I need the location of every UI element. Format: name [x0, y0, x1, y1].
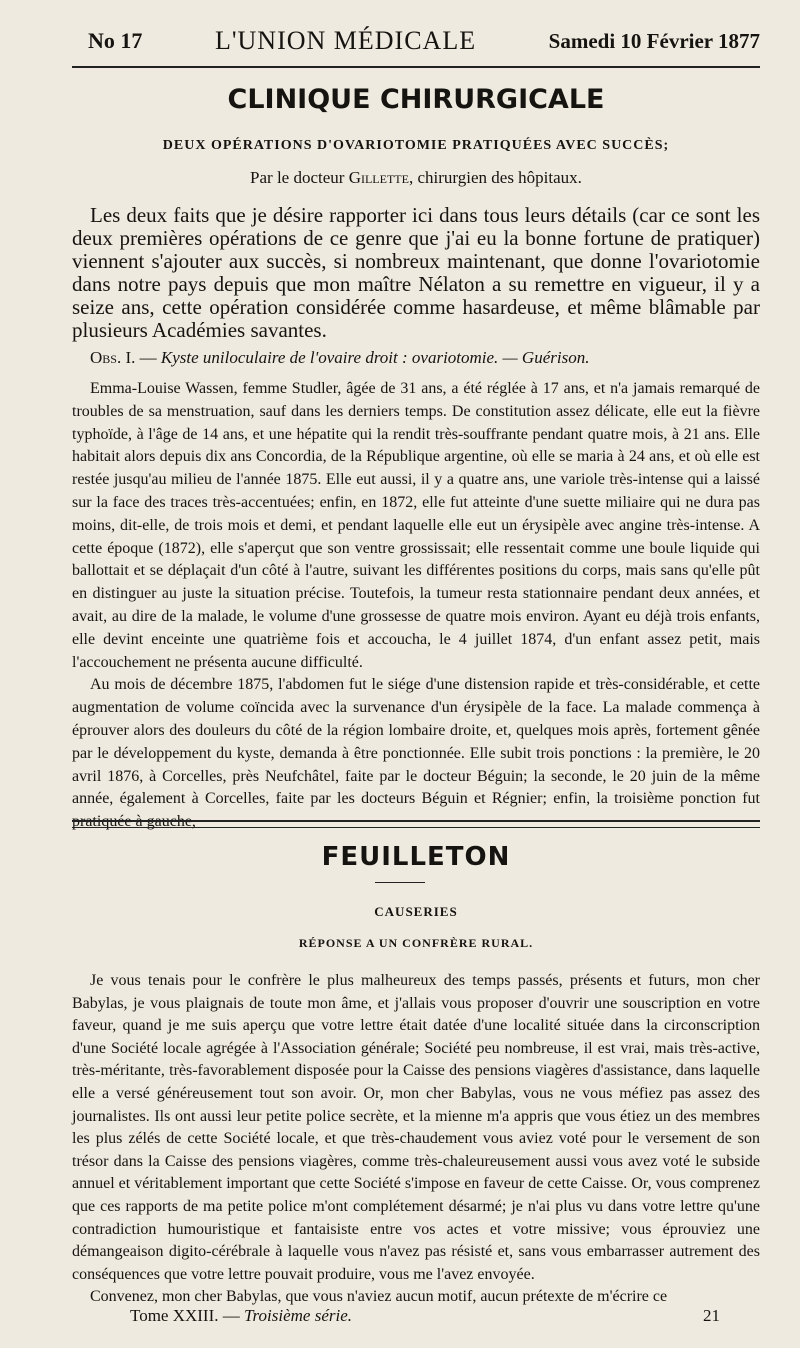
section-heading-feuilleton: FEUILLETON: [321, 842, 511, 872]
feuilleton-section: CAUSERIES: [374, 904, 458, 919]
feuilleton-subheading: RÉPONSE A UN CONFRÈRE RURAL.: [298, 936, 534, 950]
volume-info: Tome XXIII. — Troisième série.: [130, 1306, 352, 1325]
header-rule: [72, 66, 760, 68]
page-footer: [130, 1306, 720, 1326]
feuilleton-paragraph: Convenez, mon cher Babylas, que vous n'aviez aucun motif, aucun prétexte de m'écrire ce: [90, 1288, 668, 1306]
article-author: Par le docteur Gillette, chirurgien des hôpitaux.: [250, 168, 582, 187]
feuilleton-dash: [375, 882, 425, 883]
page-header: [88, 20, 760, 62]
journal-title: L'UNION MÉDICALE: [214, 26, 477, 55]
section-heading-clinique: CLINIQUE CHIRURGICALE: [227, 84, 605, 115]
clinique-paragraph: Emma-Louise Wassen, femme Studler, âgée de 31 ans, a été réglée à 17 ans, et n'a jamais remarqué de troubles de sa menstruation, sauf dans les derniers temps. De constitution assez délicate, elle eut la fièvre typhoïde, à l'âge de 14 ans, et une hépatite qui la rendit très-souffrante pendant quatre mois, à 21 ans. Elle habitait alors depuis dix ans Concordia, de la République argentine, où elle se maria à 24 ans, et où elle est restée jusqu'au milieu de l'année 1875. Elle eut aussi, il y a quatre ans, une variole très-intense qui a laissé sur la face des traces très-accentuées; enfin, en 1872, elle fut atteinte d'une suette miliaire qui ne dura pas moins, dit-elle, de trois mois et demi, et pendant laquelle elle eut un érysipèle avec angine très-intense. A cette époque (1872), elle s'aperçut que son ventre grossissait; elle ressentait comme une boule liquide qui ballottait et se déplaçait d'un côté à l'autre, suivant les différentes positions du corps, mais sans qu'elle pût en distinguer au juste la situation précise. Toutefois, la tumeur resta stationnaire pendant deux années, et avait, au dire de la malade, le volume d'une grossesse de quatre mois environ. Ayant eu déjà trois enfants, elle devint enceinte une quatrième fois et accoucha, le 4 juillet 1874, d'un enfant assez petit, mais l'accouchement ne présenta aucune difficulté.: [72, 380, 760, 671]
intro-paragraph: Les deux faits que je désire rapporter ici dans tous leurs détails (car ce sont les deux premières opérations de ce genre que j'ai eu la bonne fortune de pratiquer) viennent s'ajouter aux succès, si nombreux maintenant, que donne l'ovariotomie dans notre pays depuis que mon maître Nélaton a su remettre en vigueur, il y a seize ans, cette opération considérée comme hasardeuse, et même blâmable par plusieurs Académies savantes.: [72, 203, 760, 342]
observation-heading: Obs. I. — Kyste uniloculaire de l'ovaire droit : ovariotomie. — Guérison.: [90, 348, 590, 367]
feuilleton-paragraph: Je vous tenais pour le confrère le plus malheureux des temps passés, présents et futurs, mon cher Babylas, je vous plaignais de toute mon âme, et j'allais vous proposer d'ouvrir une souscription en votre faveur, quand je me suis aperçu que votre lettre était datée d'une localité située dans la circonscription d'une Société locale agrégée à l'Association générale; Société peu nombreuse, il est vrai, mais très-active, très-méritante, très-favorablement disposée pour la Caisse des pensions viagères d'assistance, dans laquelle elle a versé généreusement tout son avoir. Or, mon cher Babylas, vous ne vous méfiez pas assez des journalistes. Ils ont aussi leur petite police secrète, et la mienne m'a appris que vous étiez un des membres les plus zélés de cette Société locale, et que très-chaudement vous aviez voté pour le versement de son trésor dans la Caisse des pensions viagères, comme très-chaleureusement aussi vous avez voté le subside annuel et véritablement important que cette Société s'impose en faveur de cette Caisse. Or, vous comprenez que ces rapports de ma petite police m'ont complétement désarmé; je n'ai plus vu dans votre lettre qu'une contradiction humouristique et fantaisiste entre vos actes et votre missive; vous éprouviez une démangeaison digito-cérébrale à laquelle vous n'avez pas résisté et, sans vous embarrasser autrement des conséquences que votre lettre pouvait produire, vous me l'avez envoyée.: [72, 972, 760, 1283]
issue-date: Samedi 10 Février 1877: [548, 28, 760, 53]
feuilleton-separator: [72, 820, 760, 828]
clinique-paragraph: Au mois de décembre 1875, l'abdomen fut le siége d'une distension rapide et très-considérable, et cette augmentation de volume coïncida avec la survenance d'un érysipèle de la face. La malade commença à éprouver alors des douleurs du côté de la région lombaire droite, et, quelques mois après, fortement gênée par le développement du kyste, demanda à être ponctionnée. Elle subit trois ponctions : la première, le 20 avril 1876, à Corcelles, près Neufchâtel, faite par le docteur Béguin; la seconde, le 20 juin de la même année, également à Corcelles, faite par les docteurs Béguin et Régnier; enfin, la troisième ponction fut pratiquée à gauche,: [72, 676, 760, 831]
issue-number: No 17: [88, 28, 143, 53]
page-number: 21: [703, 1306, 720, 1325]
article-subtitle: DEUX OPÉRATIONS D'OVARIOTOMIE PRATIQUÉES AVEC SUCCÈS;: [162, 138, 670, 153]
clinique-body: [72, 378, 760, 834]
feuilleton-body: [72, 970, 760, 1309]
